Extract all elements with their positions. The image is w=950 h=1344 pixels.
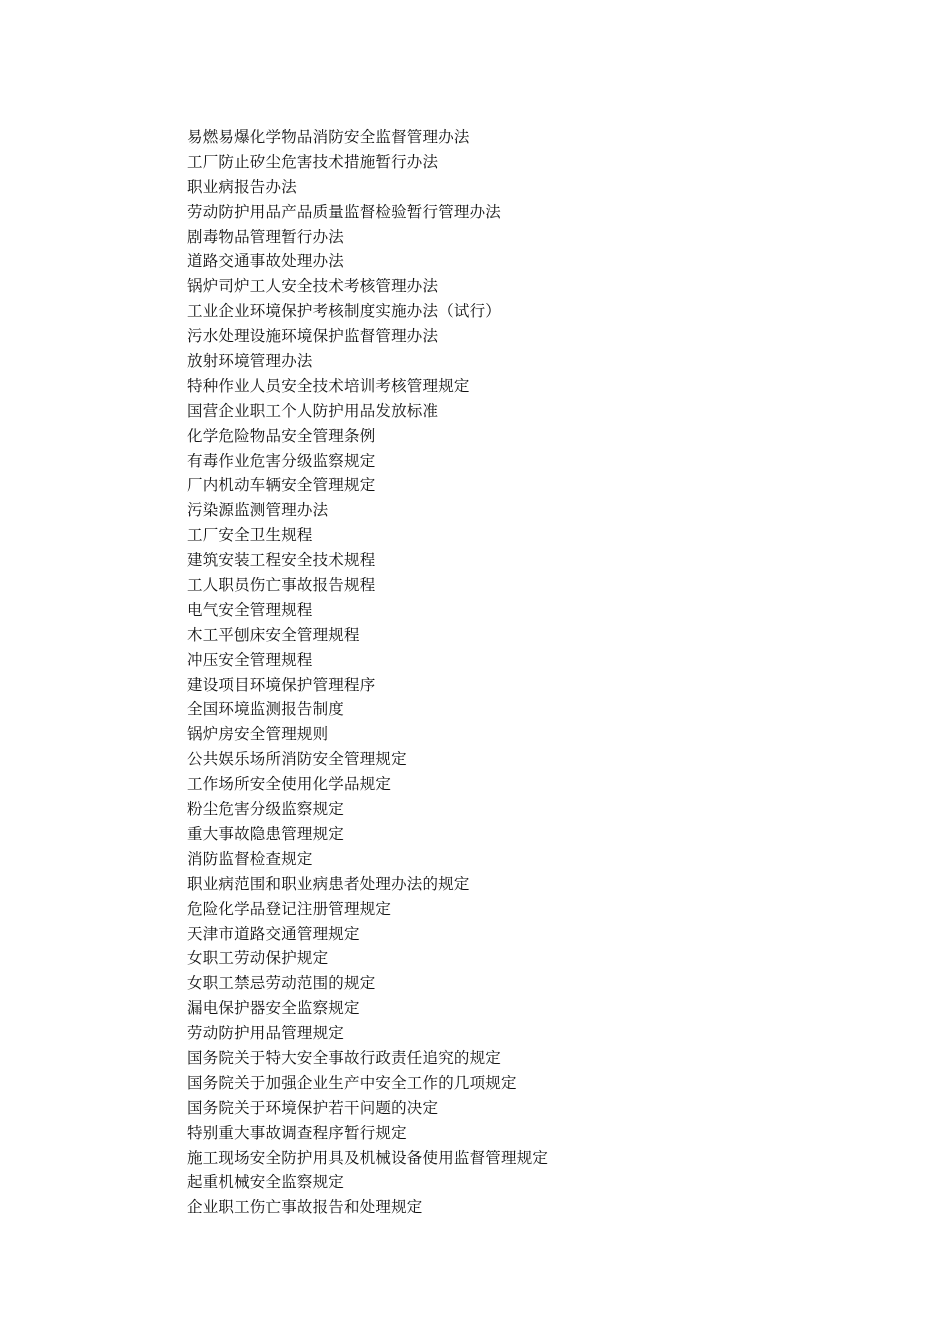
list-item: 工厂安全卫生规程 — [187, 526, 313, 545]
list-item: 劳动防护用品产品质量监督检验暂行管理办法 — [187, 202, 502, 221]
list-item: 化学危险物品安全管理条例 — [187, 426, 376, 445]
list-item: 厂内机动车辆安全管理规定 — [187, 476, 376, 495]
list-item: 劳动防护用品管理规定 — [187, 1024, 345, 1043]
list-item: 道路交通事故处理办法 — [187, 252, 345, 271]
list-item: 工作场所安全使用化学品规定 — [187, 775, 392, 794]
list-item: 国务院关于环境保护若干问题的决定 — [187, 1098, 439, 1117]
list-item: 电气安全管理规程 — [187, 600, 313, 619]
list-item: 国营企业职工个人防护用品发放标准 — [187, 401, 439, 420]
list-item: 重大事故隐患管理规定 — [187, 824, 345, 843]
regulation-list — [187, 125, 548, 1220]
list-item: 特别重大事故调查程序暂行规定 — [187, 1123, 407, 1142]
list-item: 木工平刨床安全管理规程 — [187, 625, 360, 644]
list-item: 国务院关于特大安全事故行政责任追究的规定 — [187, 1048, 502, 1067]
list-item: 粉尘危害分级监察规定 — [187, 800, 345, 819]
list-item: 锅炉房安全管理规则 — [187, 725, 329, 744]
list-item: 易燃易爆化学物品消防安全监督管理办法 — [187, 128, 470, 146]
list-item: 工业企业环境保护考核制度实施办法（试行） — [187, 302, 502, 321]
list-item: 女职工劳动保护规定 — [187, 949, 329, 968]
list-item: 特种作业人员安全技术培训考核管理规定 — [187, 376, 470, 395]
list-item: 建筑安装工程安全技术规程 — [187, 551, 376, 570]
list-item: 危险化学品登记注册管理规定 — [187, 899, 392, 918]
list-item: 放射环境管理办法 — [187, 352, 313, 371]
list-item: 国务院关于加强企业生产中安全工作的几项规定 — [187, 1073, 517, 1092]
list-item: 工人职员伤亡事故报告规程 — [187, 576, 376, 595]
list-item: 污水处理设施环境保护监督管理办法 — [187, 327, 439, 346]
list-item: 企业职工伤亡事故报告和处理规定 — [187, 1198, 423, 1217]
list-item: 职业病报告办法 — [187, 177, 297, 196]
list-item: 建设项目环境保护管理程序 — [187, 675, 376, 694]
list-item: 污染源监测管理办法 — [187, 501, 329, 520]
list-item: 冲压安全管理规程 — [187, 650, 313, 669]
list-item: 天津市道路交通管理规定 — [187, 924, 360, 943]
list-item: 职业病范围和职业病患者处理办法的规定 — [187, 874, 470, 893]
list-item: 工厂防止矽尘危害技术措施暂行办法 — [187, 152, 439, 171]
list-item: 锅炉司炉工人安全技术考核管理办法 — [187, 277, 439, 296]
list-item: 消防监督检查规定 — [187, 849, 313, 868]
list-item: 起重机械安全监察规定 — [187, 1173, 345, 1192]
list-item: 全国环境监测报告制度 — [187, 700, 345, 719]
list-item: 漏电保护器安全监察规定 — [187, 999, 360, 1018]
list-item: 公共娱乐场所消防安全管理规定 — [187, 750, 407, 769]
list-item: 施工现场安全防护用具及机械设备使用监督管理规定 — [187, 1148, 549, 1167]
list-item: 女职工禁忌劳动范围的规定 — [187, 974, 376, 993]
list-item: 有毒作业危害分级监察规定 — [187, 451, 376, 470]
list-item: 剧毒物品管理暂行办法 — [187, 227, 345, 246]
